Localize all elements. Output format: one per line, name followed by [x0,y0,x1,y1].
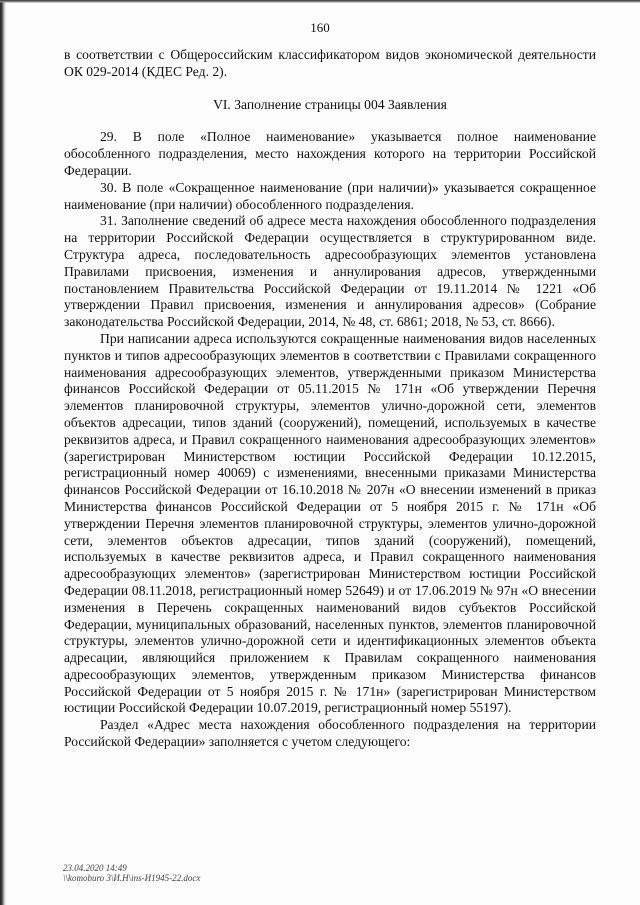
intro-paragraph: в соответствии с Общероссийским классификатором видов экономической деятельности ОК 029-2014 (КДЕС Ред. 2). [64,47,596,79]
section-heading: VI. Заполнение страницы 004 Заявления [213,96,447,112]
paragraph-29: 29. В поле «Полное наименование» указывается полное наименование обособленного подразделения, место нахождения которого на территории Российской Федерации. [64,129,596,178]
scan-edge-top [0,0,640,3]
paragraph-31: 31. Заполнение сведений об адресе места нахождения обособленного подразделения на территории Российской Федерации осуществляется в структурированном виде. Структура адреса, последовательность адресообразующих элементов установлена Правилами присвоения, изменения и аннулирования адресов, утвержденными постановлением Правительства Российской Федерации от 19.11.2014 № 1221 «Об утверждении Правил присвоения, изменения и аннулирования адресов» (Собрание законодательства Российской Федерации, 2014, № 48, ст. 6861; 2018, № 53, ст. 8666). [64,213,596,330]
paragraph-address-abbreviations: При написании адреса используются сокращенные наименования видов населенных пунктов и типов адресообразующих элементов в соответствии с Правилами сокращенного наименования адресообразующих элементов, утвержденными приказом Министерства финансов Российской Федерации от 05.11.2015 № 171н «Об утверждении Перечня элементов планировочной структуры, элементов улично-дорожной сети, элементов объектов адресации, типов зданий (сооружений), помещений, используемых в качестве реквизитов адреса, и Правил сокращенного наименования адресообразующих элементов» (зарегистрирован Министерством юстиции Российской Федерации 10.12.2015, регистрационный номер 40069) с изменениями, внесенными приказами Министерства финансов Российской Федерации от 16.10.2018 № 207н «О внесении изменений в приказ Министерства финансов Российской Федерации от 5 ноября 2015 г. № 171н «Об утверждении Перечня элементов планировочной структуры, элементов улично-дорожной сети, элементов объектов адресации, типов зданий (сооружений), помещений, используемых в качестве реквизитов адреса, и Правил сокращенного наименования адресообразующих элементов» (зарегистрирован Министерством юстиции Российской Федерации 08.11.2018, регистрационный номер 52649) и от 17.06.2019 № 97н «О внесении изменения в Перечень сокращенных наименований видов субъектов Российской Федерации, муниципальных образований, населенных пунктов, элементов планировочной структуры, элементов улично-дорожной сети и идентификационных элементов объекта адресации, являющийся приложением к Правилам сокращенного наименования адресообразующих элементов, утвержденным приказом Министерства финансов Российской Федерации от 5 ноября 2015 г. № 171н» (зарегистрирован Министерством юстиции Российской Федерации 10.07.2019, регистрационный номер 55197). [64,330,596,716]
footer-timestamp: 23.04.2020 14:49 [63,863,127,873]
paragraph-address-section: Раздел «Адрес места нахождения обособленного подразделения на территории Российской Федерации» заполняется с учетом следующего: [64,717,596,750]
document-body [64,47,596,751]
document-footer [63,863,200,883]
scan-edge-left [0,0,6,905]
footer-file-path: \\komoburo 3\И.Н\ins-И1945-22.docx [63,873,201,883]
page-number: 160 [310,20,330,35]
paragraph-30: 30. В поле «Сокращенное наименование (при наличии)» указывается сокращенное наименование (при наличии) обособленного подразделения. [64,179,596,212]
